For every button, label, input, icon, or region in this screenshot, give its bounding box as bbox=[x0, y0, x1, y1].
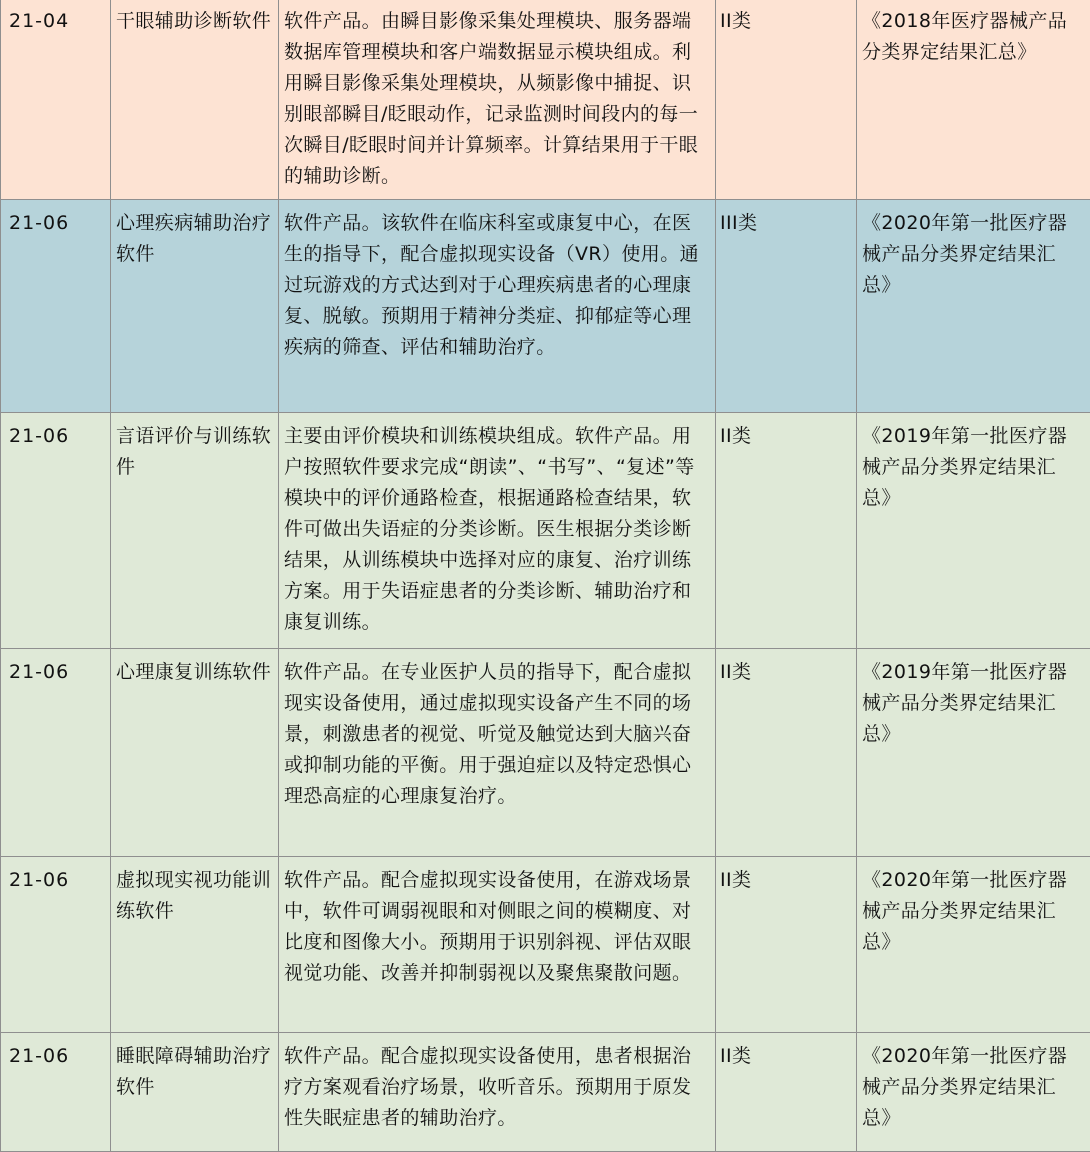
catalog-code-cell: 21-06 bbox=[1, 413, 111, 649]
description-cell: 软件产品。配合虚拟现实设备使用，在游戏场景中，软件可调弱视眼和对侧眼之间的模糊度、对比度和图像大小。预期用于识别斜视、评估双眼视觉功能、改善并抑制弱视以及聚焦聚散问题。 bbox=[279, 857, 716, 1033]
class-cell: II类 bbox=[716, 649, 857, 857]
source-cell: 《2020年第一批医疗器械产品分类界定结果汇总》 bbox=[857, 857, 1090, 1033]
description-cell: 软件产品。由瞬目影像采集处理模块、服务器端数据库管理模块和客户端数据显示模块组成。利用瞬目影像采集处理模块，从频影像中捕捉、识别眼部瞬目/眨眼动作，记录监测时间段内的每一次瞬目/眨眼时间并计算频率。计算结果用于干眼的辅助诊断。 bbox=[279, 0, 716, 200]
source-cell: 《2020年第一批医疗器械产品分类界定结果汇总》 bbox=[857, 200, 1090, 413]
table-row bbox=[1, 0, 1090, 200]
source-cell: 《2018年医疗器械产品分类界定结果汇总》 bbox=[857, 0, 1090, 200]
table-row bbox=[1, 649, 1090, 857]
description-cell: 软件产品。该软件在临床科室或康复中心，在医生的指导下，配合虚拟现实设备（VR）使用。通过玩游戏的方式达到对于心理疾病患者的心理康复、脱敏。预期用于精神分类症、抑郁症等心理疾病的筛查、评估和辅助治疗。 bbox=[279, 200, 716, 413]
product-name-cell: 干眼辅助诊断软件 bbox=[111, 0, 279, 200]
source-cell: 《2020年第一批医疗器械产品分类界定结果汇总》 bbox=[857, 1033, 1090, 1152]
product-name-cell: 心理康复训练软件 bbox=[111, 649, 279, 857]
table-row bbox=[1, 200, 1090, 413]
description-cell: 软件产品。在专业医护人员的指导下，配合虚拟现实设备使用，通过虚拟现实设备产生不同的场景，刺激患者的视觉、听觉及触觉达到大脑兴奋或抑制功能的平衡。用于强迫症以及特定恐惧心理恐高症的心理康复治疗。 bbox=[279, 649, 716, 857]
catalog-code-cell: 21-06 bbox=[1, 857, 111, 1033]
source-cell: 《2019年第一批医疗器械产品分类界定结果汇总》 bbox=[857, 649, 1090, 857]
class-cell: II类 bbox=[716, 1033, 857, 1152]
catalog-code-cell: 21-06 bbox=[1, 1033, 111, 1152]
table-row bbox=[1, 413, 1090, 649]
product-name-cell: 睡眠障碍辅助治疗软件 bbox=[111, 1033, 279, 1152]
catalog-code-cell: 21-04 bbox=[1, 0, 111, 200]
class-cell: II类 bbox=[716, 0, 857, 200]
class-cell: II类 bbox=[716, 413, 857, 649]
source-cell: 《2019年第一批医疗器械产品分类界定结果汇总》 bbox=[857, 413, 1090, 649]
product-name-cell: 心理疾病辅助治疗软件 bbox=[111, 200, 279, 413]
class-cell: III类 bbox=[716, 200, 857, 413]
class-cell: II类 bbox=[716, 857, 857, 1033]
table-row bbox=[1, 857, 1090, 1033]
product-name-cell: 虚拟现实视功能训练软件 bbox=[111, 857, 279, 1033]
catalog-code-cell: 21-06 bbox=[1, 649, 111, 857]
catalog-code-cell: 21-06 bbox=[1, 200, 111, 413]
description-cell: 软件产品。配合虚拟现实设备使用，患者根据治疗方案观看治疗场景，收听音乐。预期用于原发性失眠症患者的辅助治疗。 bbox=[279, 1033, 716, 1152]
product-name-cell: 言语评价与训练软件 bbox=[111, 413, 279, 649]
description-cell: 主要由评价模块和训练模块组成。软件产品。用户按照软件要求完成“朗读”、“书写”、“复述”等模块中的评价通路检查，根据通路检查结果，软件可做出失语症的分类诊断。医生根据分类诊断结果，从训练模块中选择对应的康复、治疗训练方案。用于失语症患者的分类诊断、辅助治疗和康复训练。 bbox=[279, 413, 716, 649]
